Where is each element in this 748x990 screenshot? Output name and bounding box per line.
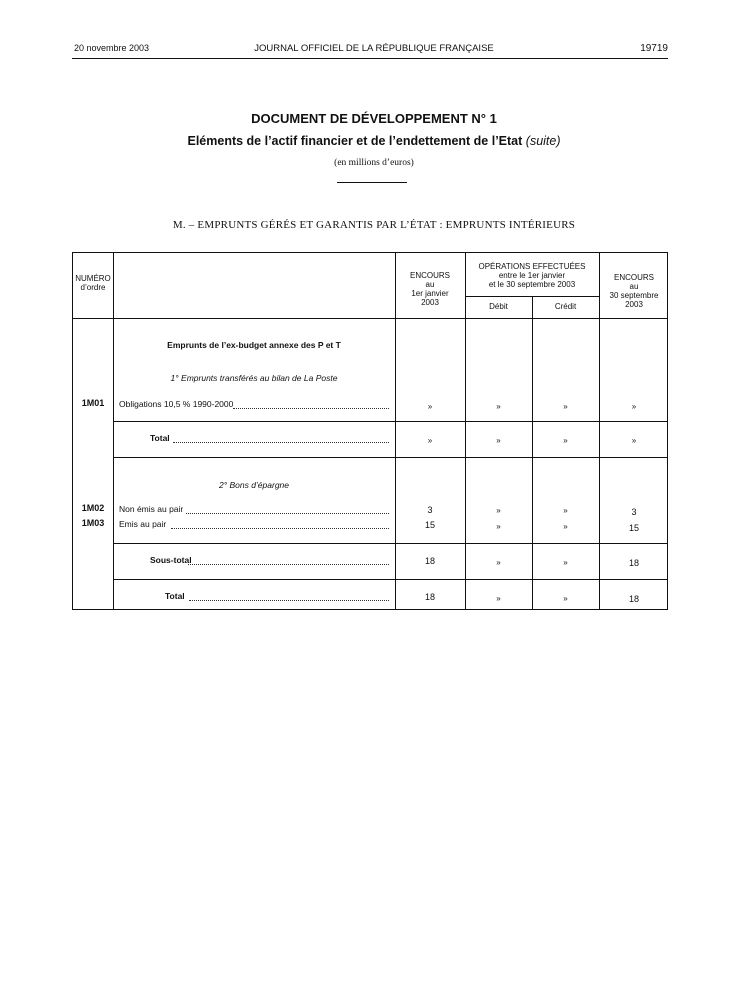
header-journal-title: JOURNAL OFFICIEL DE LA RÉPUBLIQUE FRANÇAISE bbox=[254, 43, 494, 54]
grand-total-top-line bbox=[113, 579, 667, 580]
group-title: Emprunts de l’ex-budget annexe des P et T bbox=[167, 340, 341, 350]
cell-encours-end: » bbox=[631, 402, 637, 411]
cell-credit: » bbox=[563, 522, 568, 531]
header-line: 2003 bbox=[625, 300, 643, 309]
cell-debit: » bbox=[496, 506, 501, 515]
header-line: NUMÉRO bbox=[75, 274, 111, 283]
leader-dots bbox=[171, 527, 389, 529]
leader-dots bbox=[173, 441, 389, 443]
document-title: DOCUMENT DE DÉVELOPPEMENT N° 1 bbox=[251, 111, 497, 126]
cell-debit: » bbox=[496, 402, 501, 411]
cell-encours-end: » bbox=[631, 436, 637, 445]
col-divider bbox=[113, 253, 114, 609]
header-line: OPÉRATIONS EFFECTUÉES bbox=[478, 262, 586, 271]
header-line: au bbox=[425, 280, 435, 289]
col-encours-start-header bbox=[395, 271, 465, 307]
leader-dots bbox=[233, 407, 389, 409]
cell-credit: » bbox=[563, 594, 568, 603]
header-bottom-line bbox=[73, 318, 667, 319]
header-line: 30 septembre bbox=[609, 291, 659, 300]
header-date: 20 novembre 2003 bbox=[74, 43, 150, 53]
row-label: Obligations 10,5 % 1990-2000 bbox=[119, 399, 234, 409]
emprunts-table bbox=[72, 252, 668, 610]
cell-encours-end: 15 bbox=[628, 523, 639, 533]
col-numero-header bbox=[73, 274, 113, 292]
header-rule bbox=[72, 58, 668, 59]
document-unit: (en millions d’euros) bbox=[334, 158, 414, 168]
subsection-2-title: 2° Bons d’épargne bbox=[218, 480, 290, 490]
cell-encours-start: 18 bbox=[424, 556, 435, 566]
header-line: ENCOURS bbox=[613, 273, 654, 282]
cell-encours-end: 3 bbox=[631, 507, 637, 517]
operations-split-line bbox=[465, 296, 599, 297]
leader-dots bbox=[188, 563, 389, 565]
document-subtitle bbox=[0, 134, 748, 148]
col-debit-header: Débit bbox=[489, 302, 508, 311]
subtotal-label: Sous-total bbox=[150, 555, 192, 565]
row-label: Non émis au pair bbox=[119, 504, 184, 514]
cell-encours-end: 18 bbox=[628, 558, 639, 568]
row-code: 1M01 bbox=[81, 398, 105, 408]
col-credit-header: Crédit bbox=[554, 302, 577, 311]
cell-encours-start: 15 bbox=[424, 520, 435, 530]
cell-debit: » bbox=[496, 436, 501, 445]
cell-debit: » bbox=[496, 522, 501, 531]
header-line: 2003 bbox=[421, 298, 439, 307]
cell-credit: » bbox=[563, 436, 568, 445]
header-line: 1er janvier bbox=[411, 289, 449, 298]
total-bottom-line bbox=[113, 457, 667, 458]
header-line: entre le 1er janvier bbox=[498, 271, 566, 280]
header-line: d’ordre bbox=[80, 283, 106, 292]
cell-encours-start: 18 bbox=[424, 592, 435, 602]
row-code: 1M03 bbox=[81, 518, 105, 528]
row-label: Emis au pair bbox=[119, 519, 167, 529]
leader-dots bbox=[186, 512, 389, 514]
cell-credit: » bbox=[563, 558, 568, 567]
header-line: et le 30 septembre 2003 bbox=[488, 280, 576, 289]
cell-encours-start: » bbox=[427, 436, 433, 445]
cell-debit: » bbox=[496, 594, 501, 603]
header-line: ENCOURS bbox=[409, 271, 450, 280]
cell-encours-start: » bbox=[427, 402, 433, 411]
subtotal-top-line bbox=[113, 543, 667, 544]
total-label: Total bbox=[150, 433, 170, 443]
header-page-number: 19719 bbox=[640, 43, 668, 54]
subtitle-text: Eléments de l’actif financier et de l’endettement de l’Etat bbox=[187, 134, 523, 148]
section-title: M. – EMPRUNTS GÉRÉS ET GARANTIS PAR L’ÉTAT : EMPRUNTS INTÉRIEURS bbox=[172, 219, 576, 231]
cell-credit: » bbox=[563, 506, 568, 515]
cell-credit: » bbox=[563, 402, 568, 411]
grand-total-label: Total bbox=[165, 591, 185, 601]
total-top-line bbox=[113, 421, 667, 422]
cell-debit: » bbox=[496, 558, 501, 567]
subtitle-suffix: (suite) bbox=[525, 134, 561, 148]
leader-dots bbox=[189, 599, 389, 601]
cell-encours-end: 18 bbox=[628, 594, 639, 604]
header-line: au bbox=[629, 282, 639, 291]
col-encours-end-header bbox=[599, 273, 669, 309]
title-separator bbox=[337, 182, 407, 183]
row-code: 1M02 bbox=[81, 503, 105, 513]
col-operations-header bbox=[465, 262, 599, 289]
cell-encours-start: 3 bbox=[427, 505, 433, 515]
subsection-1-title: 1° Emprunts transférés au bilan de La Poste bbox=[170, 373, 338, 383]
